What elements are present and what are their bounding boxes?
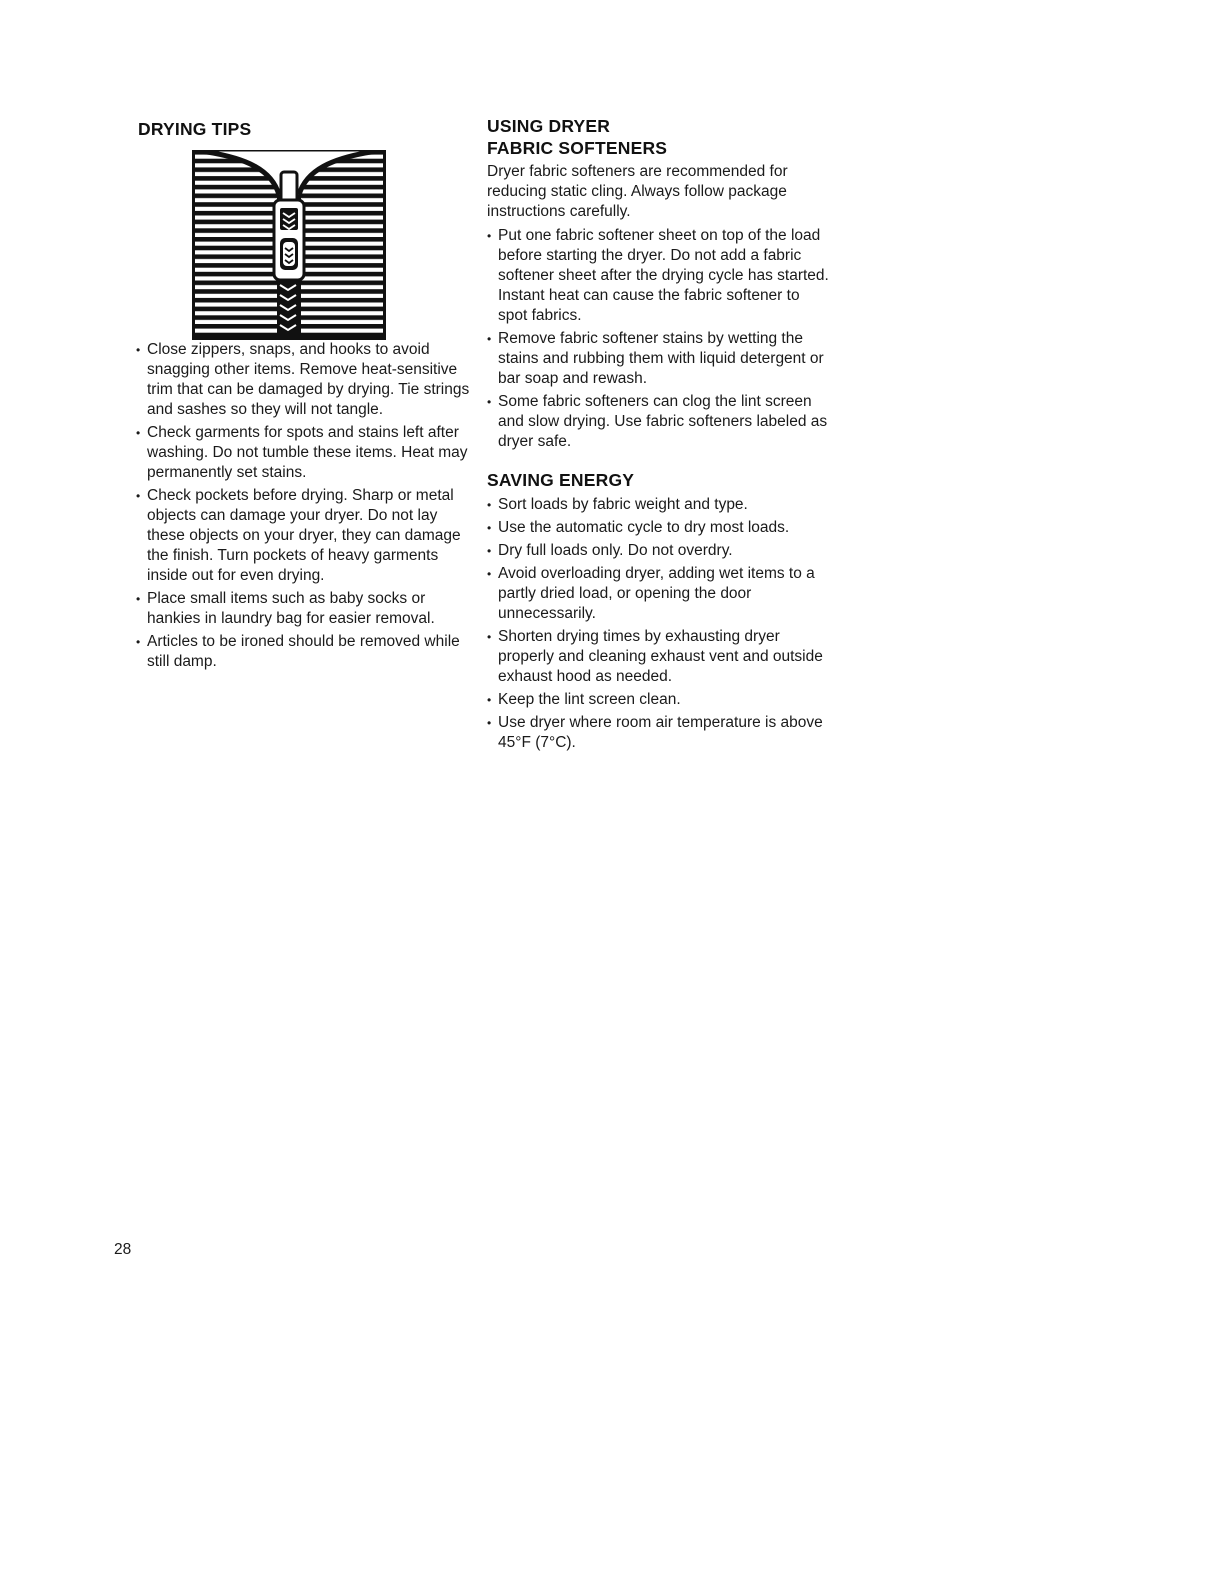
list-item: • Articles to be ironed should be removed while still damp. — [136, 632, 476, 672]
list-item: • Put one fabric softener sheet on top of the load before starting the dryer. Do not add a fabric softener sheet after the drying cycle has started. Instant heat can cause the fabric softener to spot fabrics. — [487, 226, 832, 326]
list-item: • Check pockets before drying. Sharp or metal objects can damage your dryer. Do not lay these objects on your dryer, they can damage the finish. Turn pockets of heavy garments inside out for even drying. — [136, 486, 476, 586]
softeners-list — [487, 226, 832, 452]
list-item: • Remove fabric softener stains by wetting the stains and rubbing them with liquid detergent or bar soap and rewash. — [487, 329, 832, 389]
list-item: • Some fabric softeners can clog the lint screen and slow drying. Use fabric softeners labeled as dryer safe. — [487, 392, 832, 452]
right-column — [487, 115, 832, 756]
drying-tips-column — [136, 118, 476, 675]
list-item: • Use dryer where room air temperature is above 45°F (7°C). — [487, 713, 832, 753]
softeners-heading-line2: FABRIC SOFTENERS — [487, 138, 668, 158]
zipper-illustration-icon — [192, 150, 386, 340]
list-item: • Check garments for spots and stains left after washing. Do not tumble these items. Heat may permanently set stains. — [136, 423, 476, 483]
list-item: • Sort loads by fabric weight and type. — [487, 495, 832, 515]
list-item: • Use the automatic cycle to dry most loads. — [487, 518, 832, 538]
softeners-heading-line1: USING DRYER — [487, 116, 611, 136]
softeners-heading — [487, 115, 832, 159]
list-item: • Shorten drying times by exhausting dryer properly and cleaning exhaust vent and outside exhaust hood as needed. — [487, 627, 832, 687]
drying-tips-list — [136, 340, 476, 672]
saving-energy-list — [487, 495, 832, 753]
list-item: • Place small items such as baby socks or hankies in laundry bag for easier removal. — [136, 589, 476, 629]
page-number: 28 — [114, 1241, 132, 1258]
list-item: • Keep the lint screen clean. — [487, 690, 832, 710]
list-item: • Close zippers, snaps, and hooks to avoid snagging other items. Remove heat-sensitive trim that can be damaged by drying. Tie strings and sashes so they will not tangle. — [136, 340, 476, 420]
softeners-intro: Dryer fabric softeners are recommended for reducing static cling. Always follow package instructions carefully. — [487, 163, 788, 220]
drying-tips-heading: DRYING TIPS — [138, 119, 252, 139]
saving-energy-heading: SAVING ENERGY — [487, 470, 635, 490]
list-item: • Avoid overloading dryer, adding wet items to a partly dried load, or opening the door unnecessarily. — [487, 564, 832, 624]
list-item: • Dry full loads only. Do not overdry. — [487, 541, 832, 561]
